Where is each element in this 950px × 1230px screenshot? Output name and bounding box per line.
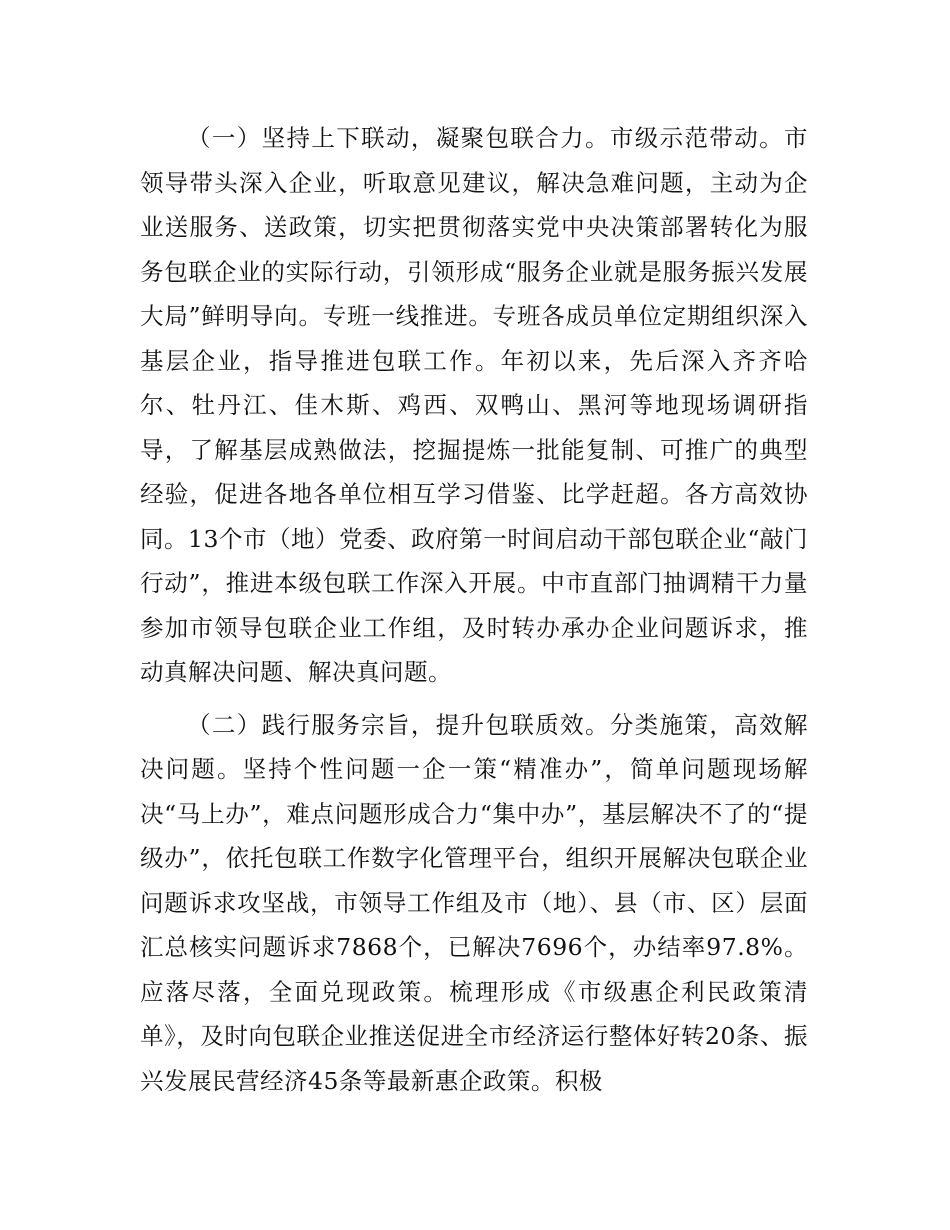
paragraph-1: （一）坚持上下联动，凝聚包联合力。市级示范带动。市领导带头深入企业，听取意见建议，解决急难问题，主动为企业送服务、送政策，切实把贯彻落实党中央决策部署转化为服务包联企业的实际行动，引领形成“服务企业就是服务振兴发展大局”鲜明导向。专班一线推进。专班各成员单位定期组织深入基层企业，指导推进包联工作。年初以来，先后深入齐齐哈尔、牡丹江、佳木斯、鸡西、双鸭山、黑河等地现场调研指导，了解基层成熟做法，挖掘提炼一批能复制、可推广的典型经验，促进各地各单位相互学习借鉴、比学赶超。各方高效协同。13个市（地）党委、政府第一时间启动干部包联企业“敲门行动”，推进本级包联工作深入开展。中市直部门抽调精干力量参加市领导包联企业工作组，及时转办承办企业问题诉求，推动真解决问题、解决真问题。	[140, 124, 808, 686]
document-body	[140, 116, 808, 1111]
paragraph-2: （二）践行服务宗旨，提升包联质效。分类施策，高效解决问题。坚持个性问题一企一策“精准办”，简单问题现场解决“马上办”，难点问题形成合力“集中办”，基层解决不了的“提级办”，依托包联工作数字化管理平台，组织开展解决包联企业问题诉求攻坚战，市领导工作组及市（地）、县（市、区）层面汇总核实问题诉求7868个，已解决7696个，办结率97.8%。应落尽落，全面兑现政策。梳理形成《市级惠企利民政策清单》，及时向包联企业推送促进全市经济运行整体好转20条、振兴发展民营经济45条等最新惠企政策。积极	[140, 710, 808, 1095]
